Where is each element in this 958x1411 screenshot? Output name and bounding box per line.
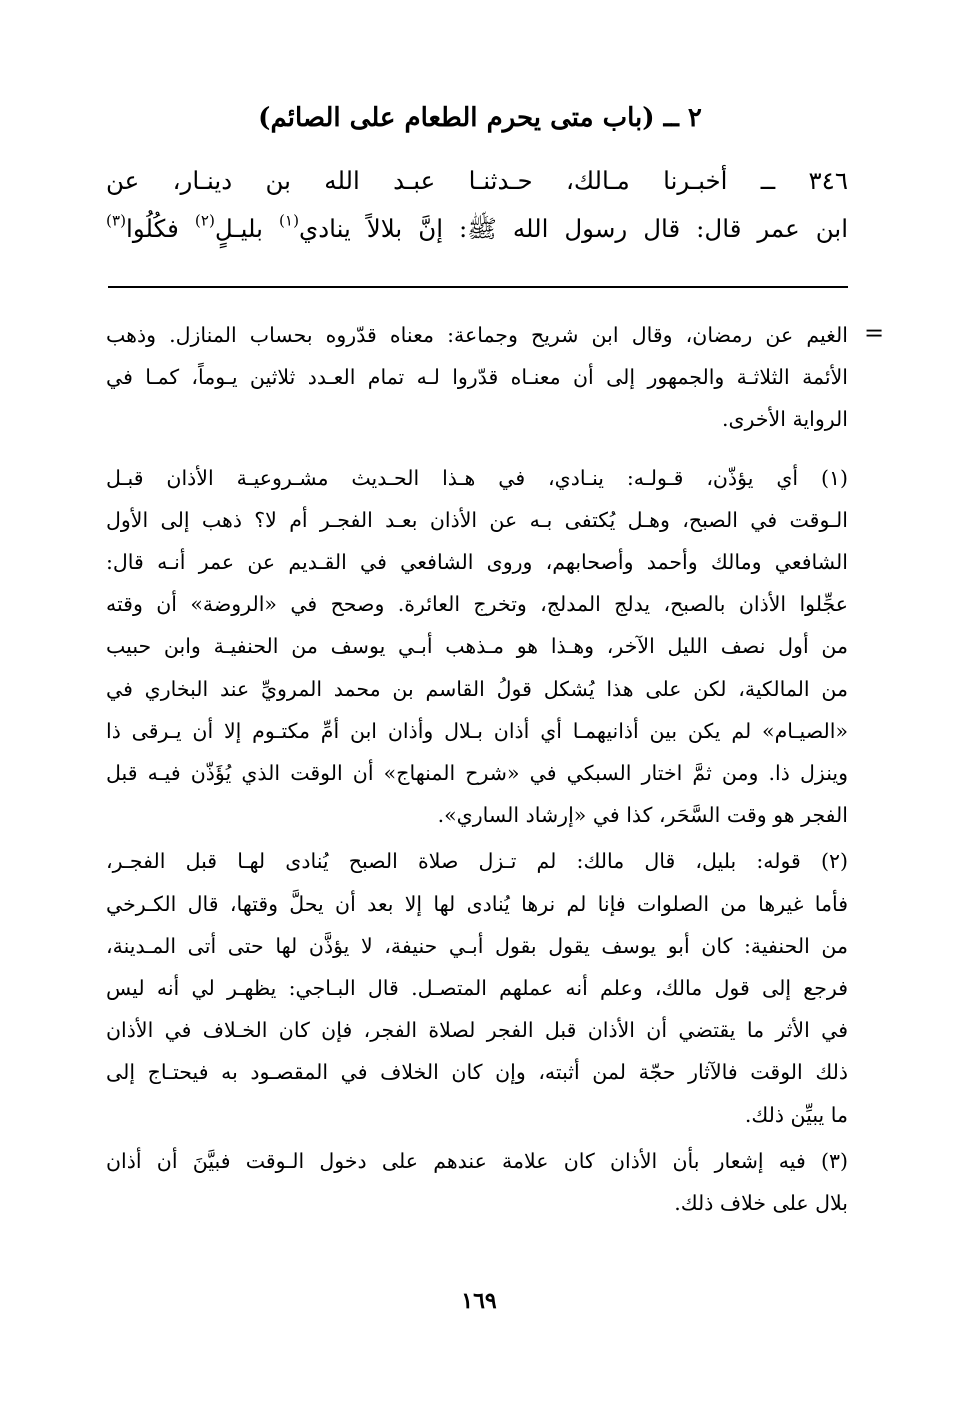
footnote-line <box>106 840 848 882</box>
footnote-line: الشافعي ومالك وأحمد وأصحابهم، وروى الشافعي في القـديم عن عمر أنـه قال: <box>106 550 848 575</box>
footnote-line: فرجع إلى قول مالك، وعلم أنه عملهم المتصـل. قال البـاجي: يظهـر لي أنه ليس <box>106 976 848 1001</box>
footnote-line-text: قوله: بليل، قال مالك: لم تـزل صلاة الصبح يُنادى لهـا قبل الفجـر، <box>106 849 801 874</box>
footnote-line: وينزل ذا. ومن ثمَّ اختار السبكي في «شرح المنهاج» أن الوقت الذي يُؤَذّن فيـه قبل <box>106 761 848 786</box>
footnote-line-text: أي يؤذّن، قـولـه: ينـادي، في هـذا الحـديث مشـروعيـة الأذان قبـل <box>106 465 799 490</box>
footnote-line: الـوقت في الصبح، وهـل يُكتفى بـه عن الأذان بعـد الفجـر أم لا؟ ذهب إلى الأول <box>106 507 848 532</box>
footnote-line-text: فيه إشعار بأن الأذان كان علامة عندهم على دخول الـوقت فبيَّنَ أن أذان <box>106 1148 806 1173</box>
hadith-line-2-part-b: بليـلٍ <box>214 214 279 243</box>
footnote-2-number: (٢) <box>820 849 848 874</box>
footnote-1 <box>106 457 848 837</box>
footnote-line: في الأثر ما يقتضي أن الأذان قبل الفجر لصلاة الفجر، فإن كان الخـلاف في الأذان <box>106 1018 848 1043</box>
hadith-line-1: ٣٤٦ ــ أخبـرنا مـالك، حـدثنـا عبـد الله بن دينـار، عن <box>106 166 848 195</box>
continuation-mark: = <box>864 319 885 347</box>
chapter-title: ٢ ــ (باب متى يحرم الطعام على الصائم) <box>258 103 702 133</box>
footnote-marker-3[interactable]: (٣) <box>106 211 127 230</box>
footnote-marker-2[interactable]: (٢) <box>194 211 215 230</box>
footnote-line: فأما غيرها من الصلوات فإنا لم نرها يُنادى لها إلا بعد أن يحلَّ وقتها، قال الكـرخي <box>106 891 848 916</box>
hadith-text <box>106 157 848 253</box>
hadith-line-2-part-c: فكُلُوا <box>126 214 195 243</box>
footnote-line: الفجر هو وقت السَّحَر، كذا في «إرشاد الساري». <box>437 803 848 828</box>
hadith-line-2 <box>106 205 848 253</box>
footnote-divider <box>108 286 848 288</box>
footnote-line: بلال على خلاف ذلك. <box>674 1191 848 1216</box>
footnote-3-number: (٣) <box>820 1148 848 1173</box>
footnote-marker-1[interactable]: (١) <box>278 211 300 230</box>
footnote-3 <box>106 1140 848 1224</box>
footnote-line: الغيم عن رمضان، وقال ابن شريح وجماعة: معناه قدّروه بحساب المنازل. وذهب <box>106 323 848 347</box>
footnote-line: عجِّلوا الأذان بالصبح، يدلج المدلج، وتخرج العائرة. وصحح في «الروضة» أن وقته <box>106 592 848 617</box>
footnote-2 <box>106 840 848 1135</box>
hadith-line-2-part-a: ابن عمر قال: قال رسول الله ﷺ: إنَّ بلالاً ينادي <box>299 214 848 243</box>
footnote-line: من الحنفية: كان أبو يوسف يقول بقول أبـي حنيفة، لا يؤذَّن لها حتى أتى المـدينة، <box>106 933 848 958</box>
footnote-line: الأئمة الثلاثـة والجمهور إلى أن معنـاه قدّروا لـه تمام العـدد ثلاثين يـوماً، كمـا في <box>106 365 848 390</box>
footnote-line: ما يبيِّن ذلك. <box>744 1102 848 1127</box>
page-number: ١٦٩ <box>461 1288 497 1314</box>
footnote-1-number: (١) <box>820 465 848 490</box>
footnote-line: من المالكية، لكن على هذا يُشكل قولُ القاسم بن محمد المرويِّ عند البخاري في <box>106 676 848 701</box>
footnote-line <box>106 1140 848 1182</box>
footnote-line: من أول نصف الليل الآخر، وهـذا هو مـذهب أبـي يوسف من الحنفيـة وابن حبيب <box>106 634 848 659</box>
footnote-line: ذلك الوقت فالآثار حجّة لمن أثبته، وإن كان الخلاف في المقصـود به فيحتـاج إلى <box>106 1060 848 1085</box>
footnote-continued <box>106 314 848 441</box>
footnote-line: «الصيـام» لم يكن بين أذانيهمـا أي أذان بـلال وأذان ابن أمِّ مكتـوم إلا أن يـرقى ذا <box>106 718 848 743</box>
footnote-line: الرواية الأخرى. <box>722 407 848 432</box>
footnotes <box>106 314 848 1228</box>
footnote-line <box>106 457 848 499</box>
